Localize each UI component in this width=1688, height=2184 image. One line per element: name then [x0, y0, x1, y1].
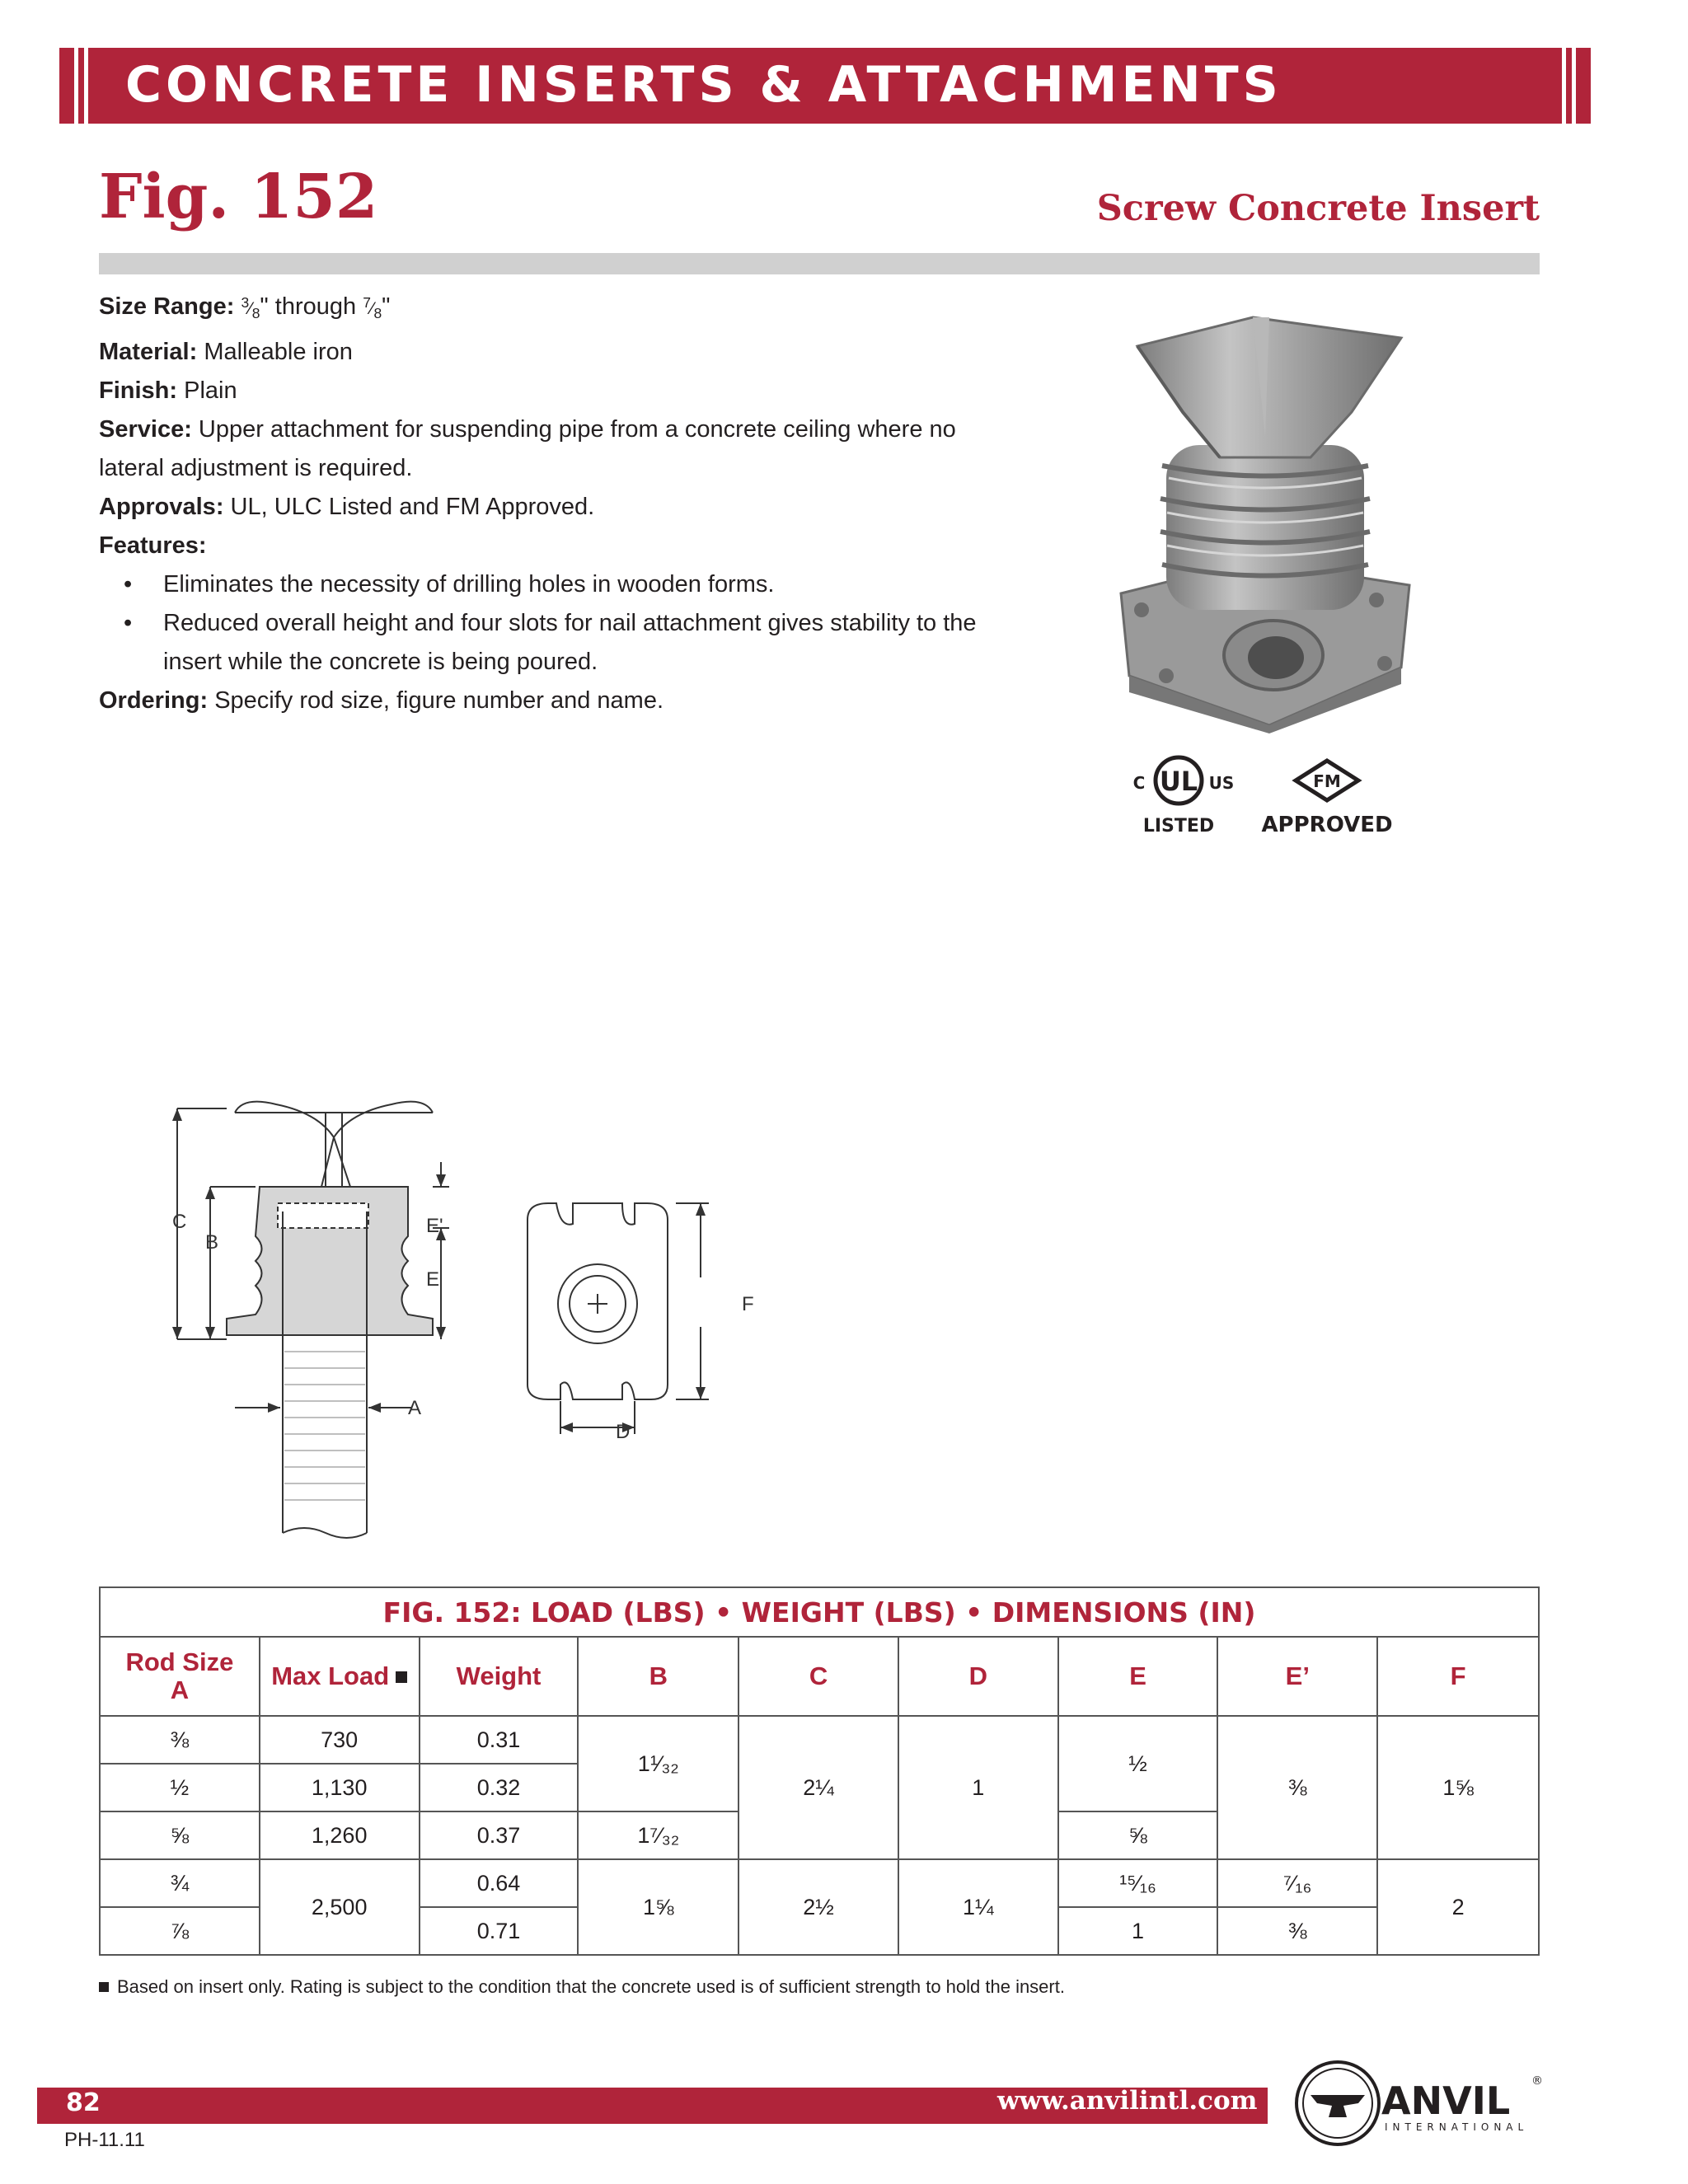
dim-label-e-prime: E' [426, 1215, 443, 1237]
feature-text: Reduced overall height and four slots for nail attachment gives stability to the insert while the concrete is being poured. [163, 610, 977, 676]
column-header-e: E [1058, 1637, 1218, 1716]
cell-c: 2½ [738, 1859, 898, 1955]
cell-d: 1 [898, 1716, 1058, 1859]
cell-f: 2 [1377, 1859, 1539, 1955]
cell-e: 1 [1058, 1907, 1218, 1955]
fraction-denominator: 8 [373, 305, 382, 322]
section-title: CONCRETE INSERTS & ATTACHMENTS [125, 56, 1282, 114]
anvil-logo [1292, 2058, 1543, 2149]
spec-list [99, 284, 989, 720]
figure-subtitle: Screw Concrete Insert [1096, 188, 1540, 229]
logo-registered: ® [1531, 2074, 1543, 2088]
spec-value: Malleable iron [204, 339, 353, 366]
fm-approved-mark [1261, 761, 1392, 837]
dim-label-b: B [205, 1231, 219, 1254]
banner-stripe [84, 48, 88, 124]
ul-mark-text: UL [1159, 766, 1198, 797]
spec-label: Ordering: [99, 687, 209, 715]
figure-title: Fig. 152 [99, 162, 378, 232]
cell-e-prime: ⅜ [1217, 1716, 1377, 1859]
dimension-drawing [161, 1088, 754, 1549]
header-text: Max Load [271, 1661, 390, 1690]
spec-text: " through [260, 293, 363, 320]
fraction-numerator: 3 [241, 294, 250, 311]
dim-label-d: D [616, 1421, 631, 1443]
cell-d: 1¼ [898, 1859, 1058, 1955]
spec-label: Features: [99, 532, 207, 560]
list-item [124, 565, 989, 604]
anvil-icon [1311, 2095, 1365, 2117]
column-header-e-prime: E’ [1217, 1637, 1377, 1716]
logo-wordmark: ANVIL [1381, 2079, 1511, 2123]
cell-weight: 0.71 [420, 1907, 579, 1955]
spec-text: " [382, 293, 391, 320]
product-image [1104, 313, 1426, 733]
spec-service [99, 410, 989, 488]
column-header-b: B [578, 1637, 738, 1716]
fraction-denominator: 8 [251, 305, 260, 322]
cell-f: 1⅝ [1377, 1716, 1539, 1859]
spec-value: Upper attachment for suspending pipe from a concrete ceiling where no lateral adjustment is required. [99, 416, 956, 482]
fm-mark-text: FM [1313, 771, 1341, 791]
dim-label-e: E [426, 1268, 440, 1291]
ul-caption: LISTED [1142, 816, 1215, 837]
spec-finish [99, 372, 989, 410]
ul-c-text: C [1132, 773, 1146, 793]
table-header-row [100, 1637, 1539, 1716]
cell-b: 1⅝ [578, 1859, 738, 1955]
table-row [100, 1716, 1539, 1764]
bullet: • [124, 610, 133, 637]
dim-label-a: A [408, 1397, 422, 1419]
document-code: PH-11.11 [64, 2129, 145, 2151]
page-number: 82 [66, 2088, 101, 2117]
cell-rod-size: ⅞ [100, 1907, 260, 1955]
cell-max-load: 1,260 [260, 1811, 420, 1859]
ul-listed-mark [1133, 757, 1235, 837]
spec-approvals [99, 488, 989, 527]
cell-b: 1¹⁄₃₂ [578, 1716, 738, 1811]
spec-label: Service: [99, 416, 192, 443]
cell-c: 2¼ [738, 1716, 898, 1859]
banner-stripe [74, 48, 78, 124]
banner-stripe [1572, 48, 1576, 124]
logo-subtitle: INTERNATIONAL [1385, 2121, 1529, 2133]
cell-weight: 0.64 [420, 1859, 579, 1907]
cell-max-load: 730 [260, 1716, 420, 1764]
cell-weight: 0.37 [420, 1811, 579, 1859]
cell-b: 1⁷⁄₃₂ [578, 1811, 738, 1859]
spec-value: UL, ULC Listed and FM Approved. [230, 494, 595, 521]
cell-weight: 0.32 [420, 1764, 579, 1811]
column-header-max-load [260, 1637, 420, 1716]
cell-e: ½ [1058, 1716, 1218, 1811]
banner-stripe [1562, 48, 1566, 124]
fm-caption: APPROVED [1261, 813, 1393, 837]
spec-label: Approvals: [99, 494, 224, 521]
spec-label: Size Range: [99, 293, 235, 320]
column-header-f: F [1377, 1637, 1539, 1716]
list-item [124, 604, 989, 682]
cell-rod-size: ¾ [100, 1859, 260, 1907]
table-footnote [99, 1976, 1065, 1998]
spec-features [99, 527, 989, 565]
column-header-weight: Weight [420, 1637, 579, 1716]
cell-weight: 0.31 [420, 1716, 579, 1764]
spec-label: Finish: [99, 377, 178, 405]
cell-rod-size: ⅝ [100, 1811, 260, 1859]
cell-rod-size: ½ [100, 1764, 260, 1811]
table-row [100, 1859, 1539, 1907]
column-header-d: D [898, 1637, 1058, 1716]
cell-e: ¹⁵⁄₁₆ [1058, 1859, 1218, 1907]
feature-text: Eliminates the necessity of drilling holes in wooden forms. [163, 571, 775, 598]
cell-max-load: 1,130 [260, 1764, 420, 1811]
footnote-text: Based on insert only. Rating is subject to the condition that the concrete used is of sufficient strength to hold the insert. [117, 1976, 1065, 1997]
cell-e-prime: ⁷⁄₁₆ [1217, 1859, 1377, 1907]
load-dimension-table [99, 1586, 1540, 1956]
fraction-numerator: 7 [363, 294, 371, 311]
dim-label-c: C [172, 1211, 187, 1233]
column-header-rod-size [100, 1637, 260, 1716]
spec-ordering [99, 682, 989, 720]
certification-marks [1129, 754, 1409, 837]
ul-us-text: US [1208, 773, 1235, 793]
footnote-marker-icon [99, 1982, 109, 1992]
bullet: • [124, 571, 133, 598]
cell-max-load: 2,500 [260, 1859, 420, 1955]
column-header-c: C [738, 1637, 898, 1716]
spec-size-range: Size Range: $^3⁄_8$" through $^7⁄_8$" [99, 293, 391, 322]
footnote-marker-icon [396, 1671, 407, 1683]
cell-e: ⅝ [1058, 1811, 1218, 1859]
section-banner [59, 48, 1591, 124]
spec-material [99, 333, 989, 372]
header-text: A [170, 1675, 190, 1704]
spec-value: Specify rod size, figure number and name. [214, 687, 664, 715]
header-text: Rod Size [125, 1647, 234, 1676]
cell-rod-size: ⅜ [100, 1716, 260, 1764]
spec-label: Material: [99, 339, 198, 366]
cell-e-prime: ⅜ [1217, 1907, 1377, 1955]
feature-list [99, 565, 989, 682]
dim-label-f: F [742, 1293, 754, 1315]
spec-value: Plain [184, 377, 237, 405]
divider [99, 253, 1540, 274]
website-link[interactable]: www.anvilintl.com [997, 2086, 1258, 2116]
table-caption: FIG. 152: LOAD (LBS) • WEIGHT (LBS) • DIMENSIONS (IN) [100, 1587, 1539, 1637]
